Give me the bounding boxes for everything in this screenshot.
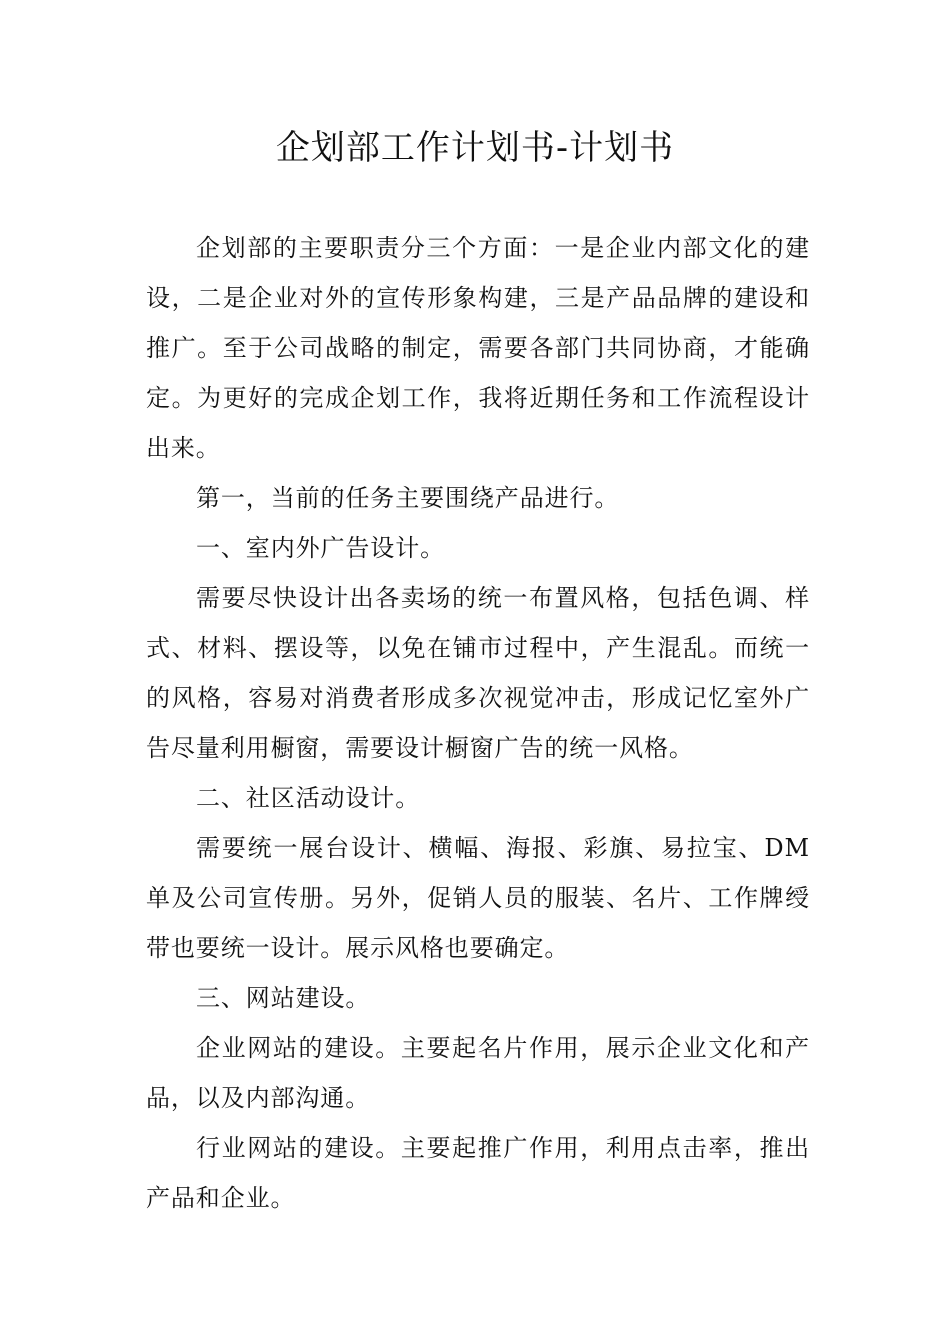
paragraph-community-events: 需要统一展台设计、横幅、海报、彩旗、易拉宝、DM单及公司宣传册。另外，促销人员的服装、名片、工作牌绶带也要统一设计。展示风格也要确定。	[146, 834, 810, 962]
paragraph-company-website: 企业网站的建设。主要起名片作用，展示企业文化和产品，以及内部沟通。	[146, 1034, 810, 1112]
document-title: 企划部工作计划书-计划书	[275, 128, 675, 168]
paragraph-ad-design: 需要尽快设计出各卖场的统一布置风格，包括色调、样式、材料、摆设等，以免在铺市过程中，产生混乱。而统一的风格，容易对消费者形成多次视觉冲击，形成记忆室外广告尽量利用橱窗，需要设计橱窗广告的统一风格。	[146, 584, 810, 762]
paragraph-first-task: 第一，当前的任务主要围绕产品进行。	[196, 484, 620, 512]
document-body	[146, 223, 810, 1223]
heading-community-events: 二、社区活动设计。	[196, 784, 421, 812]
heading-ad-design: 一、室内外广告设计。	[196, 534, 445, 562]
heading-website: 三、网站建设。	[196, 984, 371, 1012]
paragraph-intro: 企划部的主要职责分三个方面：一是企业内部文化的建设，二是企业对外的宣传形象构建，三是产品品牌的建设和推广。至于公司战略的制定，需要各部门共同协商，才能确定。为更好的完成企划工作，我将近期任务和工作流程设计出来。	[146, 234, 810, 462]
paragraph-industry-website: 行业网站的建设。主要起推广作用，利用点击率，推出产品和企业。	[146, 1134, 810, 1212]
